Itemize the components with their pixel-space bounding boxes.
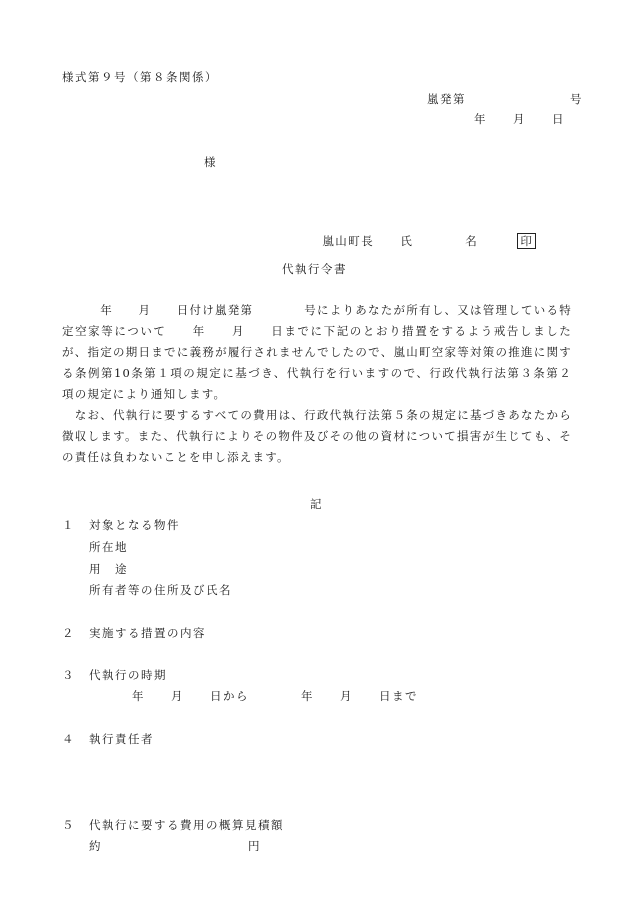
item-2-title: 実施する措置の内容 [89, 626, 206, 640]
body-paragraph-1: 年 月 日付け嵐発第 号によりあなたが所有し、又は管理している特定空家等について 年 月 日までに下記のとおり措置をするよう戒告しましたが、指定の期日までに義務が履行されませんでしたので、嵐山町空家等対策の推進に関する条例第10条第１項の規定に基づき、代執行を行いますので、行政代執行法第３条第２項の規定により通知します。 [62, 303, 572, 401]
item-1-number: １ [62, 518, 75, 532]
item-1-location: 所在地 [89, 540, 128, 554]
issue-date: 年 月 日 [474, 112, 565, 126]
body-paragraph-2: なお、代執行に要するすべての費用は、行政代執行法第５条の規定に基づきあなたから徴収します。また、代執行によりその物件及びその他の資材について損害が生じても、その責任は負わないことを申し添えます。 [62, 408, 572, 464]
item-3-period: 年 月 日から 年 月 日まで [132, 689, 418, 703]
item-4-number: ４ [62, 732, 75, 746]
item-4-title: 執行責任者 [89, 732, 154, 746]
seal-mark: 印 [517, 233, 536, 249]
recipient-suffix: 様 [204, 155, 217, 169]
record-heading: 記 [310, 497, 323, 511]
item-1-usage: 用 途 [89, 562, 128, 576]
issuer-name: 氏 名 [400, 234, 479, 248]
item-5-amount-unit: 円 [248, 839, 261, 853]
item-3-number: ３ [62, 668, 75, 682]
item-5-number: ５ [62, 818, 75, 832]
item-1-owner: 所有者等の住所及び氏名 [89, 583, 232, 597]
issuer-block [312, 217, 536, 249]
item-5-title: 代執行に要する費用の概算見積額 [89, 818, 284, 832]
issue-number: 嵐発第 号 [427, 92, 583, 106]
item-5-amount-prefix: 約 [89, 839, 102, 853]
issuer-title: 嵐山町長 [322, 234, 375, 248]
item-2-number: ２ [62, 626, 75, 640]
document-title: 代執行令書 [282, 262, 347, 276]
item-1-title: 対象となる物件 [89, 518, 180, 532]
item-3-title: 代執行の時期 [89, 668, 167, 682]
form-number: 様式第９号（第８条関係） [62, 70, 218, 84]
